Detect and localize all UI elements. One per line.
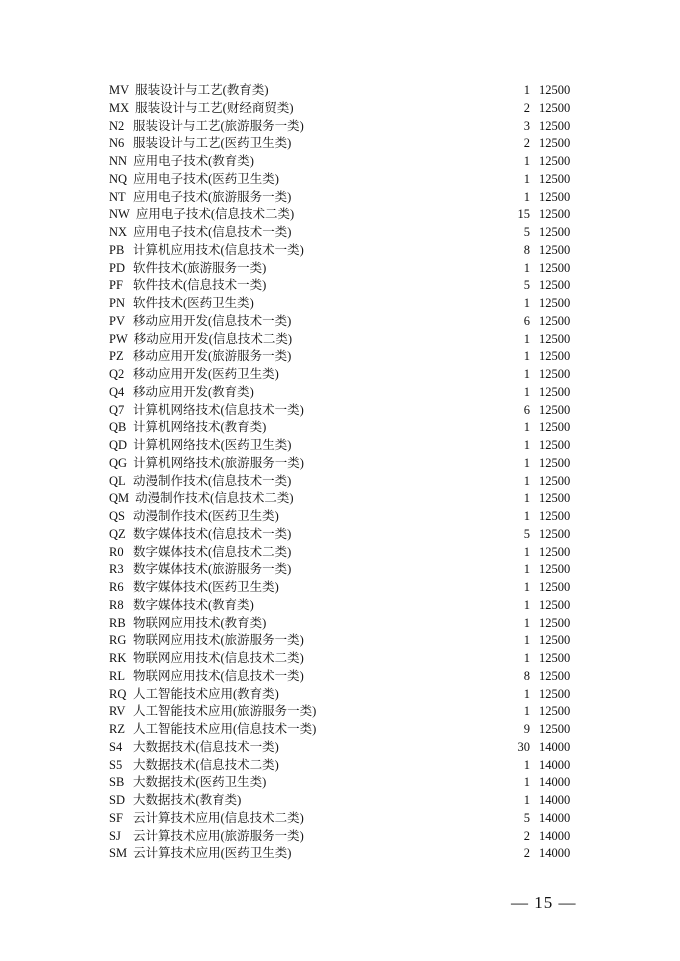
enrollment-count: 1 — [523, 686, 530, 701]
table-row — [109, 792, 579, 810]
table-row — [109, 437, 579, 455]
major-name: 移动应用开发(旅游服务一类) — [133, 349, 292, 364]
major-code: RB — [109, 615, 126, 630]
enrollment-count: 6 — [523, 313, 530, 328]
table-row — [109, 473, 579, 491]
table-row — [109, 242, 579, 260]
major-name: 云计算技术应用(医药卫生类) — [133, 846, 292, 861]
table-row — [109, 348, 579, 366]
major-name: 物联网应用技术(信息技术二类) — [133, 651, 304, 665]
major-name: 人工智能技术应用(信息技术一类) — [133, 722, 317, 736]
enrollment-count: 1 — [523, 154, 530, 168]
enrollment-count: 1 — [523, 83, 530, 97]
tuition-fee: 12500 — [539, 438, 571, 452]
table-row — [109, 739, 579, 757]
major-name: 云计算技术应用(旅游服务一类) — [133, 828, 304, 843]
enrollment-count: 5 — [523, 526, 530, 541]
major-code: NW — [109, 207, 130, 222]
table-row — [109, 845, 579, 863]
table-row — [109, 490, 579, 508]
enrollment-count: 1 — [523, 420, 530, 435]
major-name: 计算机应用技术(信息技术一类) — [133, 242, 304, 257]
tuition-fee: 12500 — [539, 171, 571, 186]
tuition-fee: 14000 — [539, 828, 571, 843]
tuition-fee: 12500 — [539, 242, 571, 257]
major-code: NN — [109, 154, 128, 168]
table-row — [109, 721, 579, 739]
enrollment-count: 15 — [517, 207, 530, 222]
table-row — [109, 757, 579, 775]
table-row — [109, 650, 579, 668]
enrollment-table — [109, 82, 579, 863]
table-row — [109, 189, 579, 207]
enrollment-count: 1 — [523, 367, 530, 381]
major-code: PF — [109, 278, 123, 293]
table-row — [109, 384, 579, 402]
major-name: 软件技术(信息技术一类) — [133, 278, 267, 293]
major-name: 应用电子技术(教育类) — [133, 154, 254, 168]
major-name: 物联网应用技术(旅游服务一类) — [133, 633, 304, 648]
enrollment-count: 5 — [523, 810, 530, 825]
table-row — [109, 153, 579, 171]
major-code: SF — [109, 810, 123, 825]
enrollment-count: 1 — [523, 331, 530, 346]
major-code: PV — [109, 313, 125, 328]
major-code: RK — [109, 651, 127, 665]
enrollment-count: 3 — [523, 118, 530, 133]
enrollment-count: 1 — [523, 757, 530, 772]
major-code: RL — [109, 668, 125, 683]
table-row — [109, 277, 579, 295]
enrollment-count: 1 — [523, 491, 530, 506]
tuition-fee: 14000 — [539, 810, 571, 825]
major-name: 数字媒体技术(教育类) — [133, 597, 254, 612]
major-code: RQ — [109, 686, 127, 701]
table-row — [109, 455, 579, 473]
major-name: 物联网应用技术(信息技术一类) — [133, 668, 304, 683]
enrollment-count: 1 — [523, 651, 530, 665]
tuition-fee: 12500 — [539, 402, 571, 417]
major-code: PZ — [109, 349, 124, 364]
major-code: PN — [109, 296, 125, 310]
major-code: QZ — [109, 526, 126, 541]
major-name: 软件技术(旅游服务一类) — [133, 260, 267, 275]
major-code: SD — [109, 793, 125, 807]
major-name: 软件技术(医药卫生类) — [133, 296, 254, 310]
major-code: SB — [109, 775, 125, 790]
table-row — [109, 703, 579, 721]
table-row — [109, 402, 579, 420]
enrollment-count: 2 — [523, 136, 530, 151]
major-code: QS — [109, 509, 125, 523]
enrollment-count: 1 — [523, 189, 530, 204]
major-code: R3 — [109, 562, 124, 577]
table-row — [109, 526, 579, 544]
tuition-fee: 14000 — [539, 739, 571, 754]
enrollment-count: 1 — [523, 384, 530, 399]
major-name: 人工智能技术应用(教育类) — [133, 686, 279, 701]
major-code: SM — [109, 846, 128, 861]
major-code: QM — [109, 491, 130, 506]
tuition-fee: 12500 — [539, 296, 571, 310]
major-name: 数字媒体技术(信息技术一类) — [133, 526, 292, 541]
table-row — [109, 774, 579, 792]
tuition-fee: 12500 — [539, 491, 571, 506]
tuition-fee: 12500 — [539, 136, 571, 151]
tuition-fee: 12500 — [539, 473, 571, 488]
enrollment-count: 9 — [523, 722, 530, 736]
enrollment-count: 5 — [523, 225, 530, 239]
tuition-fee: 14000 — [539, 775, 571, 790]
major-code: R8 — [109, 597, 124, 612]
table-row — [109, 419, 579, 437]
major-name: 服装设计与工艺(财经商贸类) — [135, 100, 294, 115]
tuition-fee: 12500 — [539, 278, 571, 293]
table-row — [109, 313, 579, 331]
tuition-fee: 12500 — [539, 526, 571, 541]
table-row — [109, 171, 579, 189]
major-name: 动漫制作技术(信息技术二类) — [135, 491, 294, 506]
tuition-fee: 12500 — [539, 154, 571, 168]
major-code: NT — [109, 189, 126, 204]
major-code: RZ — [109, 722, 125, 736]
table-row — [109, 597, 579, 615]
major-name: 计算机网络技术(旅游服务一类) — [133, 455, 304, 470]
major-code: NX — [109, 225, 128, 239]
table-row — [109, 331, 579, 349]
major-name: 移动应用开发(医药卫生类) — [133, 367, 279, 381]
tuition-fee: 12500 — [539, 260, 571, 275]
table-row — [109, 561, 579, 579]
major-code: QG — [109, 455, 128, 470]
major-code: NQ — [109, 171, 128, 186]
major-code: R6 — [109, 580, 124, 594]
table-row — [109, 810, 579, 828]
tuition-fee: 12500 — [539, 580, 571, 594]
major-name: 数字媒体技术(医药卫生类) — [133, 580, 279, 594]
enrollment-count: 1 — [523, 633, 530, 648]
tuition-fee: 12500 — [539, 722, 571, 736]
table-row — [109, 118, 579, 136]
major-name: 大数据技术(教育类) — [133, 793, 242, 807]
major-code: Q2 — [109, 367, 125, 381]
major-name: 服装设计与工艺(医药卫生类) — [133, 136, 292, 151]
enrollment-count: 1 — [523, 349, 530, 364]
major-name: 大数据技术(信息技术一类) — [133, 739, 279, 754]
major-name: 移动应用开发(信息技术二类) — [133, 331, 293, 346]
table-row — [109, 82, 579, 100]
enrollment-count: 1 — [523, 171, 530, 186]
tuition-fee: 12500 — [539, 331, 571, 346]
enrollment-count: 2 — [523, 846, 530, 861]
major-name: 移动应用开发(信息技术一类) — [133, 313, 292, 328]
major-name: 云计算技术应用(信息技术二类) — [133, 810, 304, 825]
major-code: QD — [109, 438, 128, 452]
tuition-fee: 12500 — [539, 615, 571, 630]
enrollment-count: 1 — [523, 438, 530, 452]
table-row — [109, 508, 579, 526]
major-code: Q4 — [109, 384, 125, 399]
tuition-fee: 12500 — [539, 544, 571, 559]
major-name: 人工智能技术应用(旅游服务一类) — [133, 704, 317, 719]
major-code: RV — [109, 704, 126, 719]
enrollment-count: 1 — [523, 580, 530, 594]
page-number: — 15 — — [511, 893, 577, 912]
major-name: 服装设计与工艺(教育类) — [135, 83, 269, 97]
major-code: R0 — [109, 544, 124, 559]
major-code: Q7 — [109, 402, 125, 417]
table-row — [109, 544, 579, 562]
tuition-fee: 12500 — [539, 225, 571, 239]
enrollment-count: 1 — [523, 260, 530, 275]
tuition-fee: 12500 — [539, 367, 571, 381]
major-code: QB — [109, 420, 127, 435]
table-row — [109, 579, 579, 597]
table-row — [109, 100, 579, 118]
enrollment-count: 1 — [523, 296, 530, 310]
enrollment-count: 6 — [523, 402, 530, 417]
major-name: 应用电子技术(信息技术二类) — [135, 207, 295, 222]
enrollment-count: 1 — [523, 775, 530, 790]
tuition-fee: 12500 — [539, 633, 571, 648]
tuition-fee: 12500 — [539, 562, 571, 577]
major-name: 数字媒体技术(旅游服务一类) — [133, 562, 292, 577]
enrollment-count: 1 — [523, 509, 530, 523]
table-row — [109, 366, 579, 384]
table-row — [109, 295, 579, 313]
tuition-fee: 14000 — [539, 793, 571, 807]
table-row — [109, 632, 579, 650]
enrollment-count: 2 — [523, 828, 530, 843]
table-row — [109, 224, 579, 242]
tuition-fee: 14000 — [539, 846, 571, 861]
major-name: 数字媒体技术(信息技术二类) — [133, 544, 292, 559]
major-name: 服装设计与工艺(旅游服务一类) — [133, 118, 304, 133]
tuition-fee: 12500 — [539, 83, 571, 97]
major-name: 计算机网络技术(教育类) — [133, 420, 267, 435]
tuition-fee: 12500 — [539, 118, 571, 133]
major-name: 应用电子技术(旅游服务一类) — [133, 189, 292, 204]
major-code: S5 — [109, 757, 123, 772]
tuition-fee: 12500 — [539, 207, 571, 222]
major-name: 动漫制作技术(信息技术一类) — [133, 473, 292, 488]
tuition-fee: 12500 — [539, 509, 571, 523]
enrollment-count: 8 — [523, 242, 530, 257]
major-code: MV — [109, 83, 130, 97]
enrollment-count: 1 — [523, 455, 530, 470]
tuition-fee: 12500 — [539, 668, 571, 683]
enrollment-count: 1 — [523, 704, 530, 719]
major-name: 应用电子技术(医药卫生类) — [133, 171, 279, 186]
enrollment-count: 1 — [523, 544, 530, 559]
tuition-fee: 12500 — [539, 313, 571, 328]
major-code: N2 — [109, 118, 125, 133]
major-name: 应用电子技术(信息技术一类) — [133, 225, 292, 239]
table-row — [109, 686, 579, 704]
major-code: QL — [109, 473, 126, 488]
tuition-fee: 12500 — [539, 100, 571, 115]
major-code: MX — [109, 100, 130, 115]
table-row — [109, 668, 579, 686]
major-name: 物联网应用技术(教育类) — [133, 615, 267, 630]
table-row — [109, 135, 579, 153]
enrollment-count: 1 — [523, 473, 530, 488]
major-code: PW — [109, 331, 128, 346]
enrollment-count: 8 — [523, 668, 530, 683]
enrollment-count: 1 — [523, 615, 530, 630]
tuition-fee: 14000 — [539, 757, 571, 772]
major-name: 动漫制作技术(医药卫生类) — [133, 509, 279, 523]
major-code: N6 — [109, 136, 125, 151]
major-code: PD — [109, 260, 125, 275]
enrollment-count: 30 — [517, 739, 530, 754]
enrollment-count: 1 — [523, 793, 530, 807]
major-code: RG — [109, 633, 127, 648]
table-row — [109, 260, 579, 278]
tuition-fee: 12500 — [539, 384, 571, 399]
tuition-fee: 12500 — [539, 349, 571, 364]
table-row — [109, 206, 579, 224]
major-name: 计算机网络技术(信息技术一类) — [133, 402, 304, 417]
enrollment-count: 2 — [523, 100, 530, 115]
major-code: SJ — [109, 828, 121, 843]
tuition-fee: 12500 — [539, 420, 571, 435]
enrollment-count: 5 — [523, 278, 530, 293]
major-name: 大数据技术(医药卫生类) — [133, 775, 267, 790]
major-name: 计算机网络技术(医药卫生类) — [133, 438, 292, 452]
major-name: 移动应用开发(教育类) — [133, 384, 254, 399]
tuition-fee: 12500 — [539, 189, 571, 204]
table-row — [109, 615, 579, 633]
enrollment-count: 1 — [523, 562, 530, 577]
major-code: S4 — [109, 739, 123, 754]
tuition-fee: 12500 — [539, 455, 571, 470]
tuition-fee: 12500 — [539, 651, 571, 665]
tuition-fee: 12500 — [539, 686, 571, 701]
tuition-fee: 12500 — [539, 704, 571, 719]
major-name: 大数据技术(信息技术二类) — [133, 757, 279, 772]
tuition-fee: 12500 — [539, 597, 571, 612]
table-row — [109, 828, 579, 846]
enrollment-count: 1 — [523, 597, 530, 612]
major-code: PB — [109, 242, 125, 257]
